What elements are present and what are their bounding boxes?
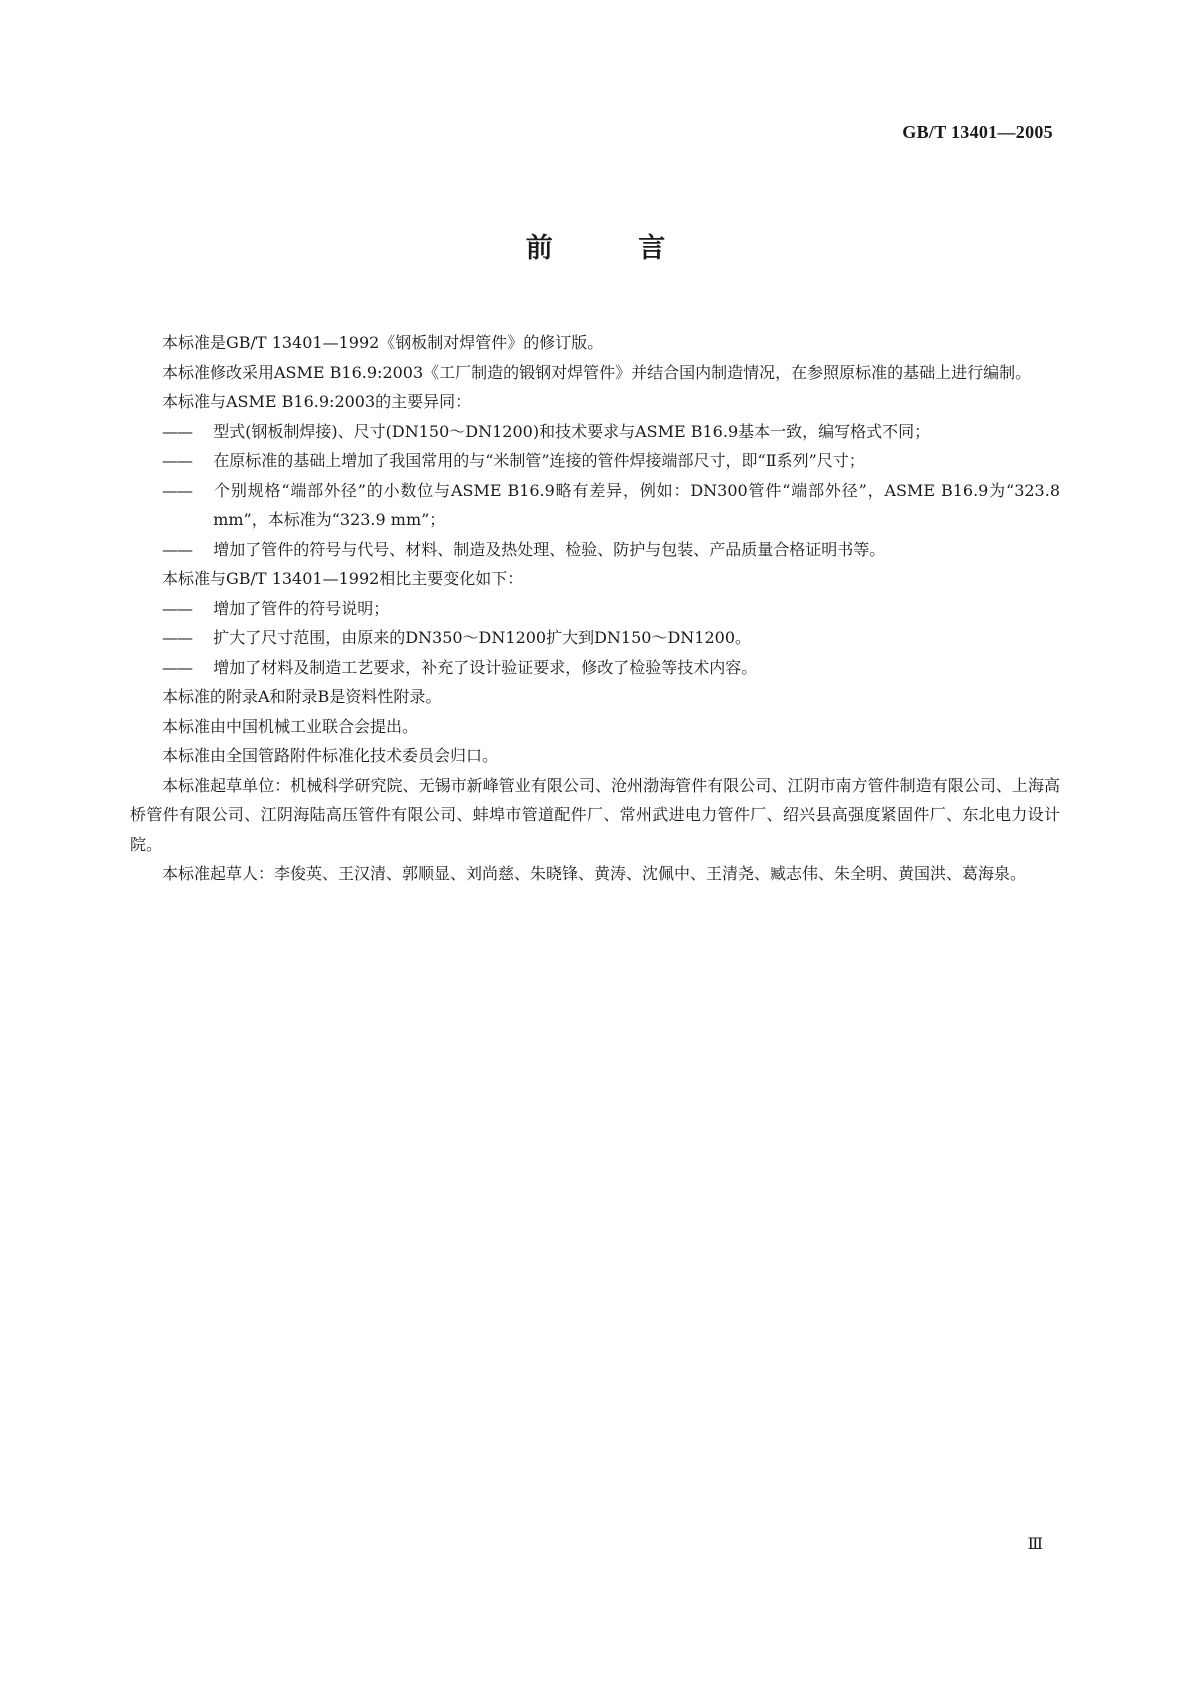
paragraph: 本标准与ASME B16.9:2003的主要异同： (162, 392, 472, 411)
list-item (130, 623, 1060, 653)
paragraph: 本标准由中国机械工业联合会提出。 (162, 716, 419, 736)
list-item (130, 594, 1060, 624)
list-item-text: 型式(钢板制焊接)、尺寸(DN150～DN1200)和技术要求与ASME B16.9基本一致，编写格式不同； (213, 421, 931, 441)
list-item-text: 个别规格“端部外径”的小数位与ASME B16.9略有差异，例如：DN300管件“端部外径”，ASME B16.9为“323.8 mm”，本标准为“323.9 mm”； (213, 480, 1060, 529)
list-item (130, 476, 1060, 535)
list-item-text: 扩大了尺寸范围，由原来的DN350～DN1200扩大到DN150～DN1200。 (213, 628, 752, 647)
dash-marker: —— (162, 451, 192, 470)
paragraph: 本标准与GB/T 13401—1992相比主要变化如下： (162, 569, 524, 588)
paragraph: 本标准由全国管路附件标准化技术委员会归口。 (162, 746, 499, 765)
paragraph: 本标准的附录A和附录B是资料性附录。 (162, 687, 442, 706)
standard-code: GB/T 13401—2005 (902, 122, 1053, 142)
paragraph: 本标准起草人：李俊英、王汉清、郭顺显、刘尚慈、朱晓锋、黄涛、沈佩中、王清尧、臧志伟、朱全明、黄国洪、葛海泉。 (162, 864, 1027, 883)
list-item (130, 653, 1060, 683)
document-body (130, 328, 1060, 889)
paragraph: 本标准修改采用ASME B16.9:2003《工厂制造的锻钢对焊管件》并结合国内制造情况，在参照原标准的基础上进行编制。 (162, 362, 1032, 382)
list-item (130, 417, 1060, 447)
list-item-text: 增加了管件的符号与代号、材料、制造及热处理、检验、防护与包装、产品质量合格证明书等。 (213, 539, 886, 559)
paragraph: 本标准起草单位：机械科学研究院、无锡市新峰管业有限公司、沧州渤海管件有限公司、江阴市南方管件制造有限公司、上海高桥管件有限公司、江阴海陆高压管件有限公司、蚌埠市管道配件厂、常州武进电力管件厂、绍兴县高强度紧固件厂、东北电力设计院。 (130, 775, 1060, 854)
dash-marker: —— (162, 628, 192, 647)
dash-marker: —— (162, 598, 192, 618)
list-item-text: 增加了材料及制造工艺要求，补充了设计验证要求，修改了检验等技术内容。 (213, 657, 758, 677)
dash-marker: —— (162, 480, 192, 500)
dash-marker: —— (162, 657, 192, 677)
list-item-text: 在原标准的基础上增加了我国常用的与“米制管”连接的管件焊接端部尺寸，即“Ⅱ系列”尺寸； (213, 451, 865, 470)
dash-marker: —— (162, 421, 192, 441)
list-item (130, 535, 1060, 565)
page-title: 前 言 (525, 233, 704, 264)
page-number: Ⅲ (1027, 1536, 1043, 1553)
list-item (130, 446, 1060, 476)
list-item-text: 增加了管件的符号说明； (213, 598, 390, 618)
dash-marker: —— (162, 539, 192, 559)
paragraph: 本标准是GB/T 13401—1992《钢板制对焊管件》的修订版。 (162, 333, 604, 352)
